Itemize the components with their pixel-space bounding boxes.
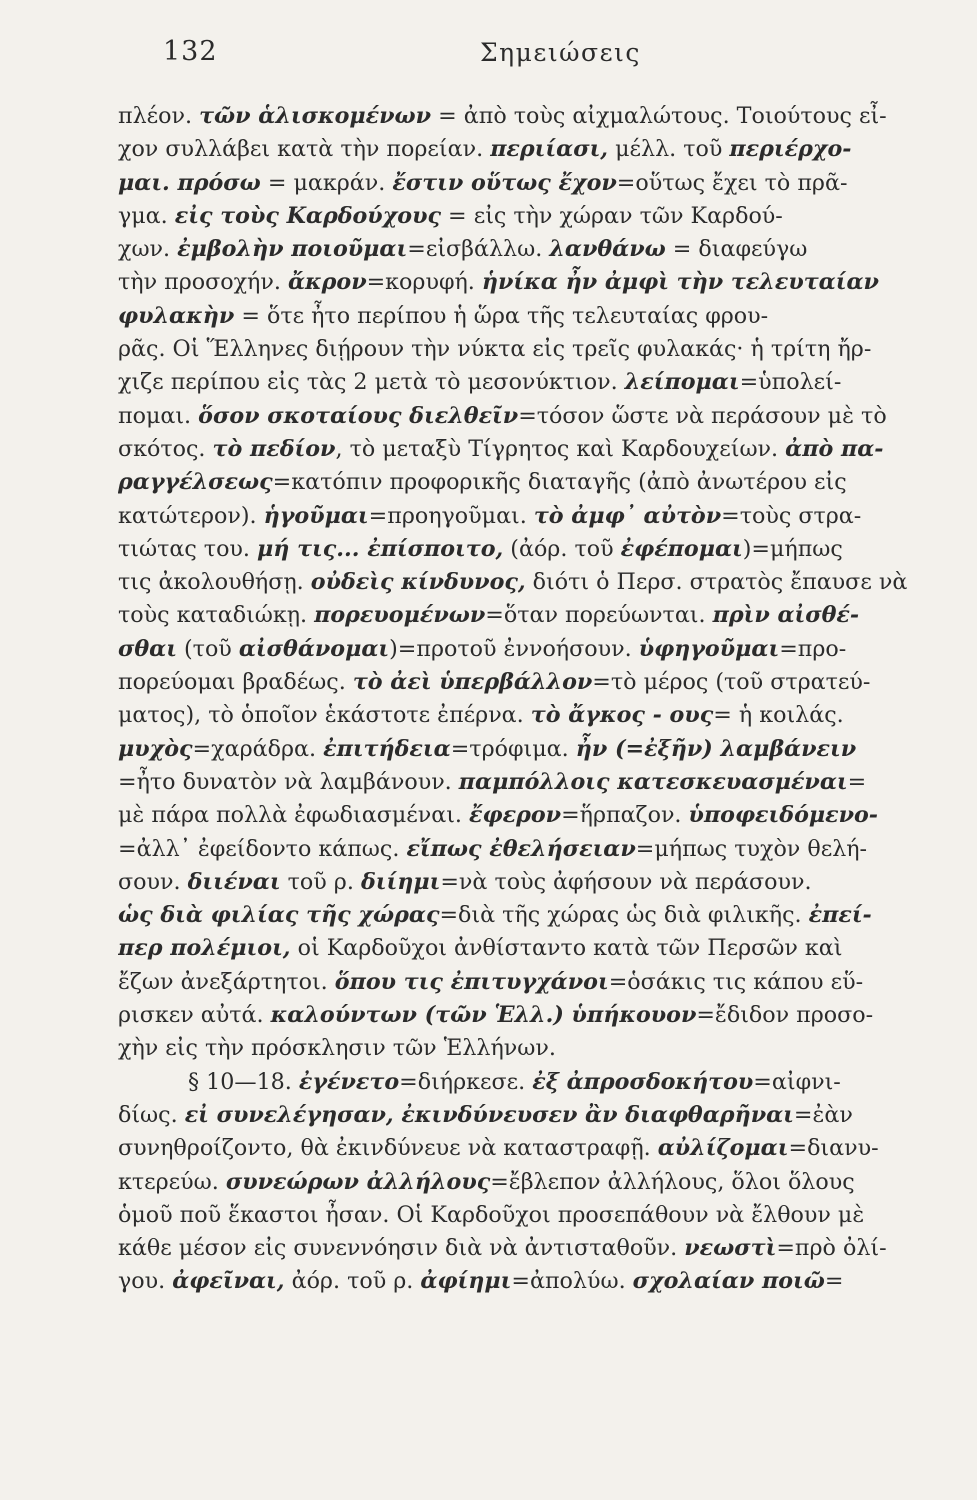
lemma-term: φυλακὴν [118, 302, 235, 329]
text-line [118, 766, 930, 799]
gloss-text: σουν. [118, 868, 188, 895]
gloss-text: =ὑπολεί- [739, 369, 842, 396]
lemma-term: ἀπὸ πα- [785, 435, 884, 462]
gloss-text: =ἀλλ᾽ ἐφείδοντο κάπως. [118, 835, 407, 862]
gloss-text: =ἥρπαζον. [561, 802, 689, 829]
gloss-text: = εἰς τὴν χώραν τῶν Καρδού- [441, 202, 783, 229]
text-line [118, 233, 930, 266]
text-line [118, 966, 930, 999]
gloss-text: τις ἀκολουθήσῃ. [118, 569, 311, 596]
lemma-term: τῶν ἁλισκομένων [199, 103, 432, 129]
gloss-text: χον συλλάβει κατὰ τὴν πορείαν. [118, 136, 491, 163]
gloss-text: =κορυφή. [366, 269, 482, 296]
lemma-term: νεωστὶ [684, 1235, 777, 1262]
gloss-text: οἱ Καρδοῦχοι ἀνθίσταντο κατὰ τῶν Περσῶν καὶ [290, 935, 843, 962]
lemma-term: μαι. πρόσω [118, 169, 261, 196]
gloss-text: κατώτερον). [118, 502, 264, 529]
text-line [118, 100, 930, 133]
gloss-text: χων. [118, 236, 178, 263]
running-title: Σημειώσεις [480, 38, 641, 67]
gloss-text: =διήρκεσε. [399, 1068, 533, 1095]
lemma-term: περ πολέμιοι, [118, 935, 291, 962]
lemma-term: σχολαίαν ποιῶ [632, 1268, 825, 1295]
lemma-term: οὐδεὶς κίνδυνος, [310, 569, 526, 596]
lemma-term: λείπομαι [624, 369, 740, 396]
lemma-term: διιέναι [187, 868, 281, 895]
lemma-term: πρὶν αἰσθέ- [712, 602, 860, 629]
gloss-text: πορεύομαι βραδέως. [118, 669, 353, 696]
text-line [118, 666, 930, 699]
lemma-term: ἦν (=ἐξῆν) λαμβάνειν [575, 735, 857, 762]
lemma-term: τὸ ἀμφ᾽ αὐτὸν [533, 502, 722, 529]
text-line [118, 866, 930, 899]
lemma-term: πορευομένων [314, 602, 486, 629]
text-line [118, 133, 930, 166]
text-line [118, 733, 930, 766]
gloss-text: =κατόπιν προφορικῆς διαταγῆς (ἀπὸ ἀνωτέρου εἰς [272, 469, 847, 496]
lemma-term: περιέρχο- [729, 136, 852, 163]
lemma-term: λανθάνω [549, 236, 666, 263]
gloss-text: =ἔβλεπον ἀλλήλους, ὅλοι ὅλους [490, 1168, 855, 1195]
lemma-term: αἰσθάνομαι [238, 635, 390, 662]
gloss-text: = [847, 768, 867, 795]
gloss-text: =οὕτως ἔχει τὸ πρᾶ- [616, 169, 848, 196]
gloss-text: =τὸ μέρος (τοῦ στρατεύ- [592, 669, 871, 696]
gloss-text: § 10—18. [188, 1068, 299, 1095]
gloss-text: =τρόφιμα. [450, 735, 576, 762]
text-line [118, 1232, 930, 1265]
gloss-text: (τοῦ [176, 635, 239, 662]
lemma-term: διίημι [360, 868, 441, 895]
text-line [118, 932, 930, 965]
lemma-term: ὑποφειδόμενο- [688, 802, 879, 829]
lemma-term: ἔφερον [469, 802, 562, 829]
gloss-text: τιώτας του. [118, 535, 258, 562]
text-line [118, 999, 930, 1032]
gloss-text: = μακράν. [260, 169, 393, 196]
text-line [118, 1199, 930, 1232]
lemma-term: ἀφεῖναι, [172, 1268, 285, 1295]
page-number: 132 [163, 36, 218, 67]
text-line [118, 366, 930, 399]
text-line [118, 1066, 930, 1099]
text-line [118, 533, 930, 566]
gloss-text: ὁμοῦ ποῦ ἕκαστοι ἦσαν. Οἱ Καρδοῦχοι προσεπάθουν νὰ ἔλθουν μὲ [118, 1201, 865, 1228]
gloss-text: σκότος. [118, 435, 213, 462]
text-line [118, 1265, 930, 1298]
gloss-text: κτερεύω. [118, 1168, 226, 1195]
text-line [118, 599, 930, 632]
lemma-term: τὸ πεδίον [212, 435, 336, 462]
gloss-text: =μήπως τυχὸν θελή- [635, 835, 868, 862]
gloss-text: συνηθροίζοντο, θὰ ἐκινδύνευε νὰ καταστραφῇ. [118, 1135, 658, 1162]
text-line [118, 1132, 930, 1165]
lemma-term: περιίασι, [490, 136, 609, 163]
gloss-text: ἀόρ. τοῦ ρ. [284, 1268, 421, 1295]
gloss-text: διότι ὁ Περσ. στρατὸς ἔπαυσε νὰ [525, 569, 908, 596]
lemma-term: ἔστιν οὕτως ἔχον [392, 169, 617, 196]
gloss-text: )=προτοῦ ἐννοήσουν. [389, 635, 639, 662]
lemma-term: εἰ συνελέγησαν, ἐκινδύνευσεν ἂν διαφθαρῆναι [184, 1101, 794, 1128]
notes-text [118, 100, 930, 1299]
lemma-term: ὡς διὰ φιλίας τῆς χώρας [118, 902, 440, 929]
gloss-text: τοὺς καταδιώκῃ. [118, 602, 315, 629]
gloss-text: μέλλ. τοῦ [608, 136, 730, 163]
lemma-term: μυχὸς [118, 735, 193, 762]
lemma-term: τὸ ἀεὶ ὑπερβάλλον [352, 669, 593, 696]
text-line [118, 433, 930, 466]
lemma-term: ἐπεί- [808, 902, 872, 929]
text-line [118, 699, 930, 732]
gloss-text: τοῦ ρ. [280, 868, 361, 895]
gloss-text: ἔζων ἀνεξάρτητοι. [118, 968, 335, 995]
gloss-text: =διανυ- [788, 1135, 879, 1162]
text-line [118, 799, 930, 832]
lemma-term: εἰς τοὺς Καρδούχους [174, 202, 441, 229]
gloss-text: =ἔδιδον προσο- [696, 1002, 874, 1029]
gloss-text: =ὁσάκις τις κάπου εὕ- [608, 968, 864, 995]
lemma-term: ἄκρον [287, 269, 367, 296]
gloss-text: μὲ πάρα πολλὰ ἐφωδιασμέναι. [118, 802, 470, 829]
gloss-text: χιζε περίπου εἰς τὰς 2 μετὰ τὸ μεσονύκτιον. [118, 369, 625, 396]
gloss-text: =αἰφνι- [753, 1068, 841, 1095]
lemma-term: ὅπου τις ἐπιτυγχάνοι [334, 968, 609, 995]
lemma-term: ἐμβολὴν ποιοῦμαι [177, 236, 408, 263]
lemma-term: τὸ ἄγκος - ους [530, 702, 714, 729]
text-line [118, 333, 930, 366]
lemma-term: ἡνίκα ἦν ἀμφὶ τὴν τελευταίαν [481, 269, 879, 296]
lemma-term: ὑφηγοῦμαι [638, 635, 780, 662]
gloss-text: =ἐὰν [793, 1101, 853, 1128]
text-line [118, 1166, 930, 1199]
text-line [118, 300, 930, 333]
gloss-text: =διὰ τῆς χώρας ὡς διὰ φιλικῆς. [439, 902, 809, 929]
gloss-text: = ἡ κοιλάς. [713, 702, 844, 729]
lemma-term: ἐγένετο [298, 1068, 400, 1095]
gloss-text: (ἀόρ. τοῦ [503, 535, 621, 562]
gloss-text: χὴν εἰς τὴν πρόσκλησιν τῶν Ἑλλήνων. [118, 1035, 556, 1062]
gloss-text: = [824, 1268, 844, 1295]
gloss-text: γμα. [118, 202, 175, 229]
text-line [118, 1099, 930, 1132]
lemma-term: ἐπιτήδεια [323, 735, 451, 762]
lemma-term: καλούντων (τῶν Ἑλλ.) ὑπήκουον [270, 1002, 697, 1029]
gloss-text: ρισκεν αὐτά. [118, 1002, 271, 1029]
lemma-term: ἐφέπομαι [620, 535, 743, 562]
lemma-term: εἴπως ἐθελήσειαν [406, 835, 636, 862]
gloss-text: = ὅτε ἦτο περίπου ἡ ὥρα τῆς τελευταίας φρου- [234, 302, 769, 329]
text-line [118, 200, 930, 233]
gloss-text: =τοὺς στρα- [721, 502, 862, 529]
gloss-text: τὴν προσοχήν. [118, 269, 288, 296]
gloss-text: =τόσον ὥστε νὰ περάσουν μὲ τὸ [518, 402, 887, 429]
gloss-text: =ἀπολύω. [511, 1268, 633, 1295]
gloss-text: , τὸ μεταξὺ Τίγρητος καὶ Καρδουχείων. [335, 435, 786, 462]
text-line [118, 500, 930, 533]
lemma-term: ἐξ ἀπροσδοκήτου [532, 1068, 754, 1095]
lemma-term: μή τις... ἐπίσποιτο, [257, 535, 504, 562]
page-header [0, 32, 977, 80]
gloss-text: )=μήπως [742, 535, 843, 562]
text-line [118, 400, 930, 433]
gloss-text: =εἰσβάλλω. [407, 236, 550, 263]
gloss-text: γου. [118, 1268, 173, 1295]
text-line [118, 266, 930, 299]
lemma-term: ραγγέλσεως [118, 469, 273, 496]
lemma-term: σθαι [118, 635, 177, 662]
gloss-text: = διαφεύγω [665, 236, 808, 263]
gloss-text: δίως. [118, 1101, 185, 1128]
lemma-term: ἡγοῦμαι [263, 502, 369, 529]
lemma-term: ἀφίημι [420, 1268, 512, 1295]
gloss-text: =χαράδρα. [192, 735, 324, 762]
lemma-term: ὅσον σκοταίους διελθεῖν [198, 402, 519, 429]
gloss-text: ματος), τὸ ὁποῖον ἑκάστοτε ἐπέρνα. [118, 702, 531, 729]
text-line [118, 633, 930, 666]
gloss-text: =προ- [779, 635, 847, 662]
text-line [118, 899, 930, 932]
gloss-text: πομαι. [118, 402, 199, 429]
gloss-text: =πρὸ ὀλί- [776, 1235, 887, 1262]
text-line [118, 167, 930, 200]
text-line [118, 833, 930, 866]
gloss-text: =προηγοῦμαι. [368, 502, 534, 529]
lemma-term: αὐλίζομαι [657, 1135, 789, 1162]
lemma-term: συνεώρων ἀλλήλους [225, 1168, 491, 1195]
text-line [118, 1032, 930, 1065]
lemma-term: παμπόλλοις κατεσκευασμέναι [458, 768, 848, 795]
text-line [118, 466, 930, 499]
gloss-text: =νὰ τοὺς ἀφήσουν νὰ περάσουν. [440, 868, 812, 895]
gloss-text: =ὅταν πορεύωνται. [485, 602, 713, 629]
gloss-text: ρᾶς. Οἱ Ἕλληνες διῄρουν τὴν νύκτα εἰς τρεῖς φυλακάς· ἡ τρίτη ἤρ- [118, 336, 872, 363]
gloss-text: =ἦτο δυνατὸν νὰ λαμβάνουν. [118, 768, 459, 795]
gloss-text: κάθε μέσον εἰς συνεννόησιν διὰ νὰ ἀντισταθοῦν. [118, 1235, 685, 1262]
text-line [118, 566, 930, 599]
gloss-text: πλέον. [118, 103, 200, 129]
gloss-text: = ἀπὸ τοὺς αἰχμαλώτους. Τοιούτους εἶ- [431, 103, 887, 129]
